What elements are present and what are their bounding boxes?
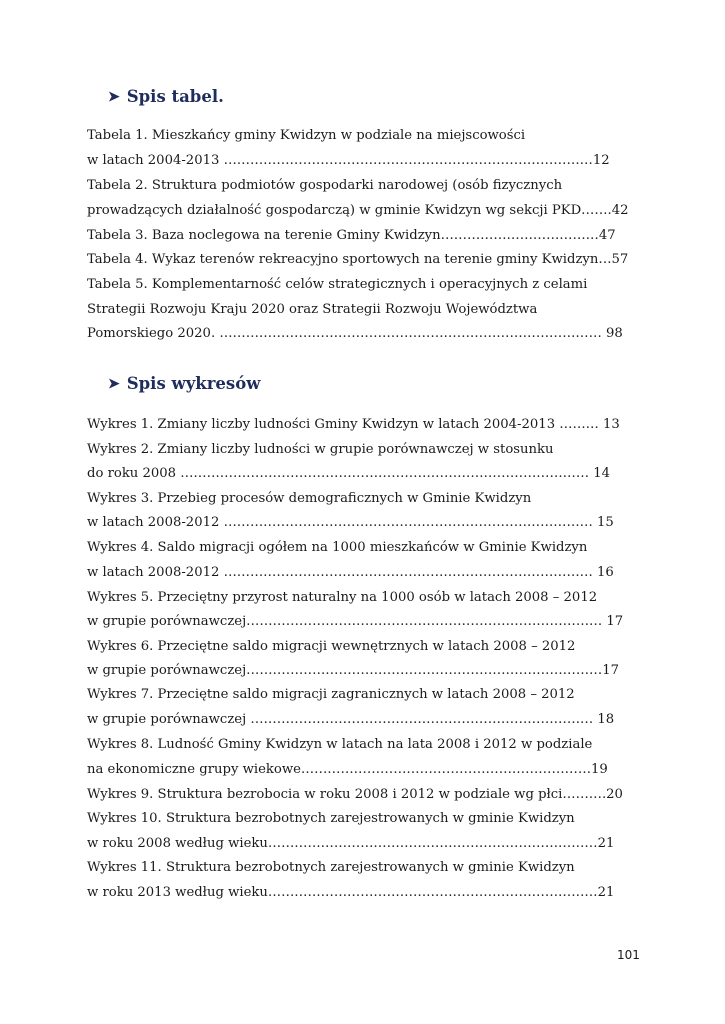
page-number: 101 — [617, 948, 640, 962]
charts-heading — [108, 374, 260, 393]
chart-entry-line: do roku 2008 ………………………………………………………………………………… 14 — [87, 466, 611, 481]
chart-entry-line: Wykres 11. Struktura bezrobotnych zarejestrowanych w gminie Kwidzyn — [87, 860, 575, 875]
chart-entry-line: Wykres 10. Struktura bezrobotnych zarejestrowanych w gminie Kwidzyn — [87, 811, 575, 826]
chart-entry-line: w latach 2008-2012 ………………………………………………………………………… 16 — [87, 565, 614, 580]
arrow-bullet-icon: ➤ — [108, 376, 120, 392]
table-entry-line: Tabela 4. Wykaz terenów rekreacyjno sportowych na terenie gminy Kwidzyn…57 — [87, 252, 629, 267]
chart-entry-line: Wykres 5. Przeciętny przyrost naturalny na 1000 osób w latach 2008 – 2012 — [87, 590, 598, 605]
chart-entry-line: Wykres 1. Zmiany liczby ludności Gminy Kwidzyn w latach 2004-2013 ……… 13 — [87, 417, 620, 432]
table-entry-line: Tabela 3. Baza noclegowa na terenie Gminy Kwidzyn………………………………47 — [87, 228, 616, 243]
chart-entry-line: Wykres 3. Przebieg procesów demograficznych w Gminie Kwidzyn — [87, 491, 532, 506]
table-entry-line: Strategii Rozwoju Kraju 2020 oraz Strategii Rozwoju Województwa — [87, 302, 538, 317]
table-entry-line: Tabela 1. Mieszkańcy gminy Kwidzyn w podziale na miejscowości — [87, 128, 526, 143]
chart-entry-line: Wykres 4. Saldo migracji ogółem na 1000 mieszkańców w Gminie Kwidzyn — [87, 540, 588, 555]
tables-heading-text: Spis tabel. — [126, 87, 224, 106]
chart-entry-line: Wykres 2. Zmiany liczby ludności w grupie porównawczej w stosunku — [87, 442, 554, 457]
chart-entry-line: w grupie porównawczej …………………………………………………………………… 18 — [87, 712, 615, 727]
chart-entry-line: Wykres 6. Przeciętne saldo migracji wewnętrznych w latach 2008 – 2012 — [87, 639, 576, 654]
table-entry-line: Tabela 5. Komplementarność celów strategicznych i operacyjnych z celami — [87, 277, 588, 292]
chart-entry-line: na ekonomiczne grupy wiekowe…………………………………………………………19 — [87, 762, 608, 777]
table-entry-line: prowadzących działalność gospodarczą) w gminie Kwidzyn wg sekcji PKD…….42 — [87, 203, 629, 218]
chart-entry-line: w grupie porównawczej……………………………………………………………………… 17 — [87, 614, 624, 629]
charts-heading-text: Spis wykresów — [126, 374, 261, 393]
chart-entry-line: Wykres 7. Przeciętne saldo migracji zagranicznych w latach 2008 – 2012 — [87, 687, 575, 702]
table-entry-line: Tabela 2. Struktura podmiotów gospodarki narodowej (osób fizycznych — [87, 178, 563, 193]
chart-entry-line: w roku 2013 według wieku…………………………………………………………………21 — [87, 885, 615, 900]
tables-heading — [108, 87, 224, 106]
table-entry-line: Pomorskiego 2020. …………………………………………………………………………… 98 — [87, 326, 623, 341]
chart-entry-line: Wykres 9. Struktura bezrobocia w roku 2008 i 2012 w podziale wg płci……….20 — [87, 787, 623, 802]
chart-entry-line: w grupie porównawczej………………………………………………………………………17 — [87, 663, 620, 678]
chart-entry-line: w roku 2008 według wieku…………………………………………………………………21 — [87, 836, 615, 851]
chart-entry-line: w latach 2008-2012 ………………………………………………………………………… 15 — [87, 515, 614, 530]
chart-entry-line: Wykres 8. Ludność Gminy Kwidzyn w latach na lata 2008 i 2012 w podziale — [87, 737, 593, 752]
arrow-bullet-icon: ➤ — [108, 89, 120, 105]
table-entry-line: w latach 2004-2013 …………………………………………………………………………12 — [87, 153, 610, 168]
